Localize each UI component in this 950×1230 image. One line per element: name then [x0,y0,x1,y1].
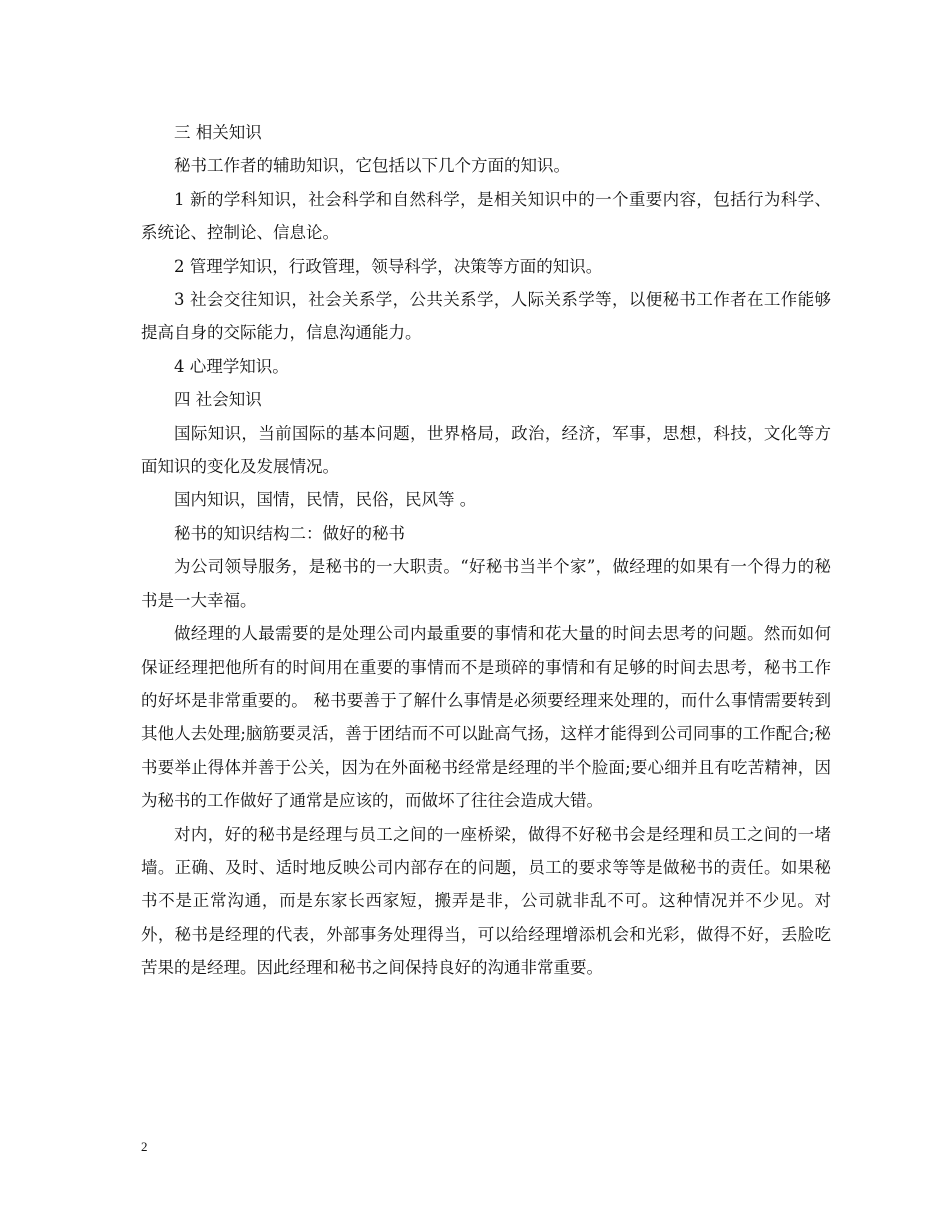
section-heading: 三 相关知识 [174,123,262,142]
list-item: 2 管理学知识，行政管理，领导科学，决策等方面的知识。 [174,256,603,276]
list-item: 1 新的学科知识，社会科学和自然科学，是相关知识中的一个重要内容，包括行为科学、系统论、控制论、信息论。 [141,189,831,243]
list-item: 3 社会交往知识，社会关系学，公共关系学，人际关系学等，以便秘书工作者在工作能够提高自身的交际能力，信息沟通能力。 [141,290,831,343]
page-number: 2 [141,1139,148,1154]
paragraph: 国际知识，当前国际的基本问题，世界格局，政治，经济，军事，思想，科技，文化等方面知识的变化及发展情况。 [141,423,831,477]
paragraph: 为公司领导服务，是秘书的一大职责。“好秘书当半个家”，做经理的如果有一个得力的秘书是一大幸福。 [141,557,831,610]
paragraph: 秘书工作者的辅助知识，它包括以下几个方面的知识。 [174,156,570,176]
paragraph: 国内知识，国情，民情，民俗，民风等 。 [174,490,477,510]
document-body [141,116,831,985]
section-heading: 四 社会知识 [174,390,262,410]
paragraph: 对内，好的秘书是经理与员工之间的一座桥梁，做得不好秘书会是经理和员工之间的一堵墙。正确、及时、适时地反映公司内部存在的问题，员工的要求等等是做秘书的责任。如果秘书不是正常沟通，而是东家长西家短，搬弄是非，公司就非乱不可。这种情况并不少见。对外，秘书是经理的代表，外部事务处理得当，可以给经理增添机会和光彩，做得不好，丢脸吃苦果的是经理。因此经理和秘书之间保持良好的沟通非常重要。 [141,824,831,978]
list-item: 4 心理学知识。 [174,356,289,376]
section-heading: 秘书的知识结构二：做好的秘书 [174,523,405,543]
paragraph: 做经理的人最需要的是处理公司内最重要的事情和花大量的时间去思考的问题。然而如何保证经理把他所有的时间用在重要的事情而不是琐碎的事情和有足够的时间去思考，秘书工作的好坏是非常重要的。 秘书要善于了解什么事情是必须要经理来处理的，而什么事情需要转到其他人去处理;脑筋要灵活，善于团结而不可以趾高气扬，这样才能得到公司同事的工作配合;秘书要举止得体并善于公关，因为在外面秘书经常是经理的半个脸面;要心细并且有吃苦精神，因为秘书的工作做好了通常是应该的，而做坏了往往会造成大错。 [141,624,831,811]
